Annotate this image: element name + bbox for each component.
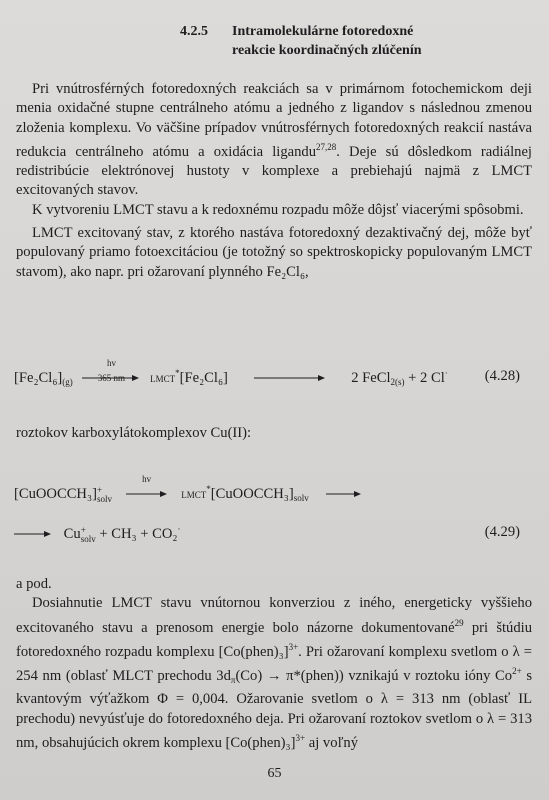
eq2-intermediate-solv: solv [293,493,309,503]
equation-4-29-line2 [14,524,534,544]
text-block-2 [16,575,532,753]
cobalt-ion-charge: 2+ [512,666,522,677]
eq1-reaction-arrow [82,358,140,387]
orbital-pi-subscript: π [230,675,236,686]
paragraph-3-formula: Fe₂Cl₆, [266,263,309,280]
eq1-intermediate-prefix: LMCT [150,374,176,384]
paragraph-4 [16,594,532,753]
paragraph-4-a: Dosiahnutie LMCT stavu vnútornou konverziou z iného, energeticky vyššieho excitovaného stavu a prenosom energie bolo názorne dokumentované [16,595,532,636]
paragraph-4-b: pri štúdiu fotoredoxného rozpadu komplexu [Co(phen)₃] [16,619,532,660]
complex-charge: 3+ [288,641,299,652]
eq2-other-products: + CH₃ + CO₂ [95,526,178,542]
paragraph-3-text: LMCT excitovaný stav, z ktorého nastáva fotoredoxný dezaktivačný dej, môže byť populovaný priamo fotoexcitáciou (je totožný so spektroskopicky populovaným LMCT stavom), ako napr. pri ožarovaní plynného [16,225,532,280]
paragraph-4-d: (Co) → π*(phen)) vznikajú v roztoku ióny Co [235,668,513,685]
eq2-reaction-arrow [126,474,168,503]
eq1-reactant: [Fe₂Cl₆] [14,370,63,386]
eq1-intermediate: [Fe₂Cl₆] [179,370,228,386]
eq2-excited-star: * [206,484,211,494]
eq1-excited-star: * [175,368,180,378]
section-number: 4.2.5 [180,24,208,39]
paragraph-4-f: aj voľný [305,735,359,752]
eq1-arrow-bottom-label: 365 nm [97,373,126,384]
paragraph-4-e: s kvantovým výťažkom Φ = 0,004. Ožarovanie svetlom o λ = 313 nm (oblasť IL prechodu) nevyúsťuje do fotoredoxného deja. Pri ožarovaní roztokov svetlom o λ = 313 nm, obsahujúcich okrem komplexu [Co(phen)₃] [16,668,533,752]
equation-number-4-29: (4.29) [484,524,520,540]
eq2-reactant-solv: solv [96,494,112,504]
paragraph-3 [16,224,532,282]
eq1-products-state: 2(s) [390,377,405,387]
reference-superscript: 27,28 [316,141,337,152]
text-block-1 [16,80,532,282]
paragraph-1 [16,80,532,201]
eq1-arrow-top-label: hv [106,358,116,369]
reference-superscript-29: 29 [454,617,464,628]
mid-text: roztokov karboxylátokomplexov Cu(II): [16,425,252,441]
eq1-long-arrow [254,370,326,387]
page-number: 65 [267,766,282,781]
equation-4-28 [14,358,534,387]
section-title-line1: Intramolekulárne fotoredoxné [232,24,414,39]
mid-text-block [16,424,532,443]
apod-text: a pod. [16,576,52,592]
eq2-copper-charge: + [80,525,86,535]
eq2-reactant: [CuOOCCH₃] [14,486,97,502]
eq1-products: 2 FeCl [351,370,391,386]
eq2-continuation-arrow [326,486,362,503]
eq1-radical-dot: · [444,368,448,378]
section-heading [180,22,520,60]
eq2-intermediate: [CuOOCCH₃] [210,486,294,502]
equation-number-4-28: (4.28) [484,368,520,384]
section-title-line2: reakcie koordinačných zlúčenín [232,43,422,58]
paragraph-2: K vytvoreniu LMCT stavu a k redoxnému rozpadu môže dôjsť viacerými spôsobmi. [32,201,524,218]
paragraph-4-c: . Pri ožarovaní komplexu svetlom o λ = 254 nm (oblasť MLCT prechodu 3d [16,643,532,685]
eq2-methyl-radical-dot: · [177,524,181,534]
eq2-intermediate-prefix: LMCT [181,490,207,500]
eq1-reactant-state: (g) [62,377,73,387]
paragraph-1-text: Pri vnútrosférných fotoredoxných reakciách sa v primárnom fotochemickom deji menia oxidačné stupne centrálneho atómu a jedného z ligandov s následnou zmenou zloženia komplexu. Vo väčšine prípadov vnútrosférnych fotoredoxných reakcií nastáva redukcia centrálneho atómu a oxidácia ligandu [16,81,532,160]
eq2-line2-arrow [14,526,52,543]
eq2-copper-product: Cu [63,526,81,542]
paragraph-1-tail: . Deje sú dôsledkom radiálnej redistribúcie elektrónovej hustoty v komplexe a prebiehajú najmä z LMCT excitovaných stavov. [16,143,532,199]
complex-charge-2: 3+ [295,733,306,744]
equation-4-29-line1 [14,474,534,504]
eq2-copper-solv: solv [80,534,96,544]
eq2-reactant-charge: + [96,485,103,495]
eq2-arrow-top-label: hv [142,474,152,485]
eq1-products-tail: + 2 Cl [404,370,445,386]
